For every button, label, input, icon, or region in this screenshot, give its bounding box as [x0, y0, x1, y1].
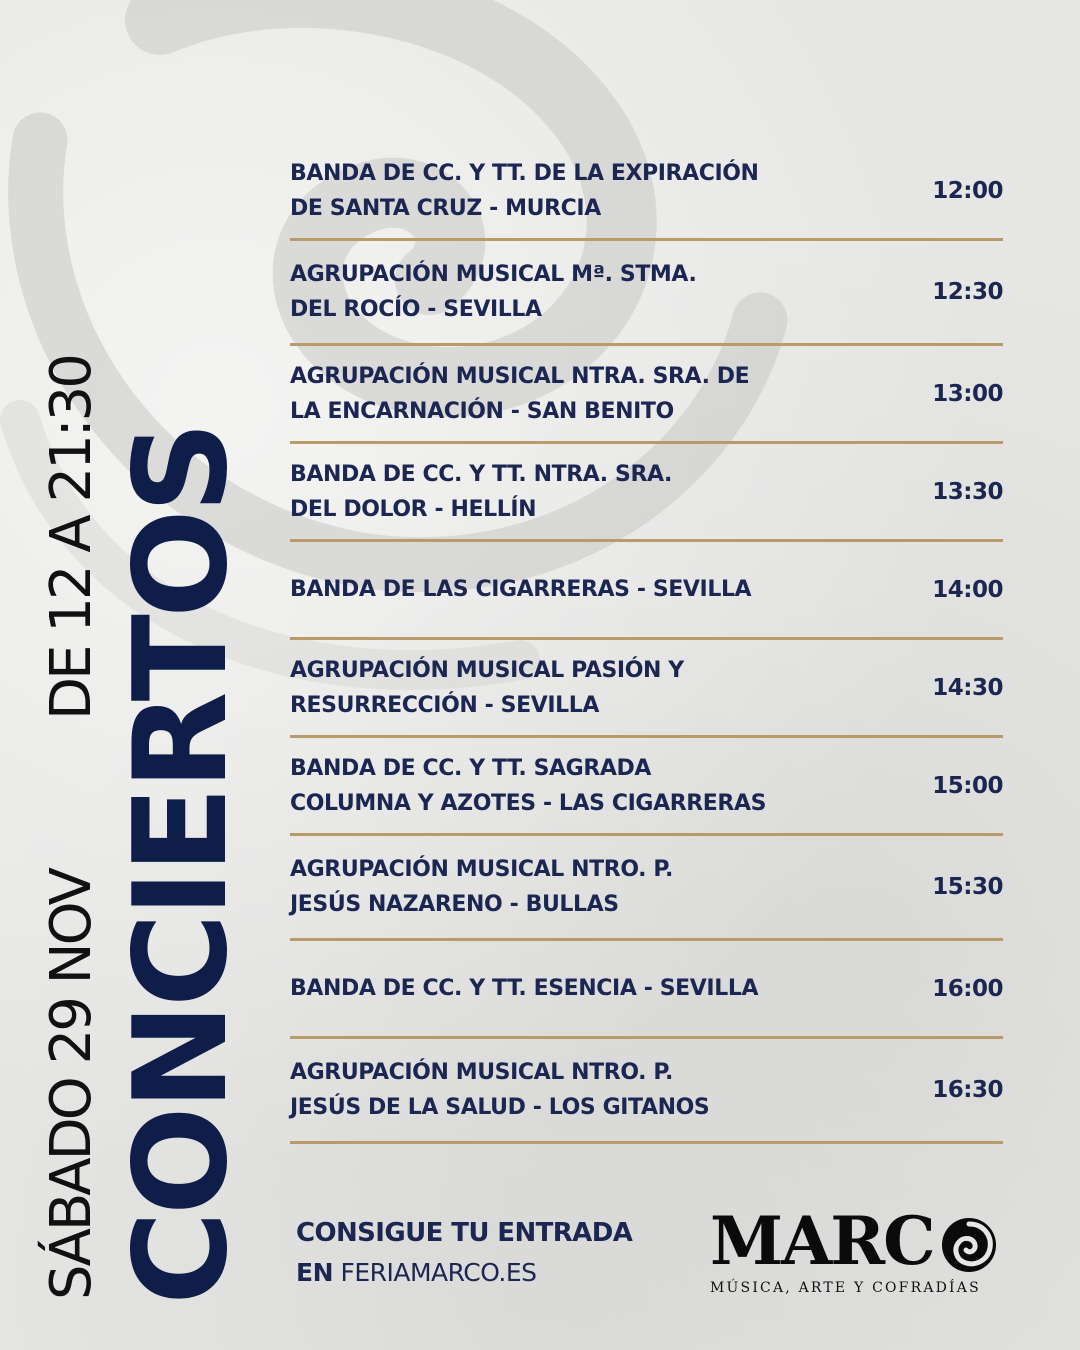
schedule-row — [290, 241, 1003, 346]
cta-website-link[interactable]: EN FERIAMARCO.ES — [296, 1258, 537, 1287]
schedule-row — [290, 738, 1003, 836]
schedule-row — [290, 143, 1003, 241]
ticket-call-to-action — [296, 1213, 632, 1293]
schedule-row — [290, 941, 1003, 1039]
band-name: AGRUPACIÓN MUSICAL PASIÓN Y RESURRECCIÓN - SEVILLA — [290, 657, 684, 718]
concert-time: 15:30 — [932, 874, 1003, 900]
schedule-row — [290, 836, 1003, 941]
band-name: BANDA DE CC. Y TT. SAGRADA COLUMNA Y AZOTES - LAS CIGARRERAS — [290, 755, 767, 816]
band-name: BANDA DE CC. Y TT. ESENCIA - SEVILLA — [290, 976, 759, 1001]
logo-tagline: MÚSICA, ARTE Y COFRADÍAS — [710, 1280, 981, 1296]
concert-time: 14:00 — [932, 576, 1003, 603]
concert-schedule — [290, 143, 1003, 1144]
band-name: BANDA DE LAS CIGARRERAS - SEVILLA — [290, 577, 752, 602]
schedule-row — [290, 1039, 1003, 1144]
page-title: CONCIERTOS — [107, 425, 256, 1305]
band-name: AGRUPACIÓN MUSICAL NTRO. P. JESÚS DE LA SALUD - LOS GITANOS — [290, 1060, 710, 1120]
event-day: SÁBADO 29 NOV — [39, 870, 104, 1300]
schedule-row — [290, 444, 1003, 542]
concert-time: 16:00 — [932, 975, 1003, 1002]
concert-time: 12:00 — [932, 177, 1003, 204]
schedule-row — [290, 640, 1003, 738]
event-date-vertical — [39, 356, 104, 1300]
schedule-row — [290, 542, 1003, 640]
concert-time: 13:00 — [932, 380, 1003, 407]
band-name: AGRUPACIÓN MUSICAL NTRO. P. JESÚS NAZARENO - BULLAS — [290, 857, 673, 917]
logo-wordmark: MARC — [710, 1202, 934, 1280]
band-name: BANDA DE CC. Y TT. DE LA EXPIRACIÓN DE SANTA CRUZ - MURCIA — [290, 160, 759, 221]
concert-time: 12:30 — [932, 279, 1003, 305]
marco-logo — [706, 1202, 1006, 1308]
concert-time: 16:30 — [932, 1077, 1003, 1103]
event-hours: DE 12 A 21:30 — [39, 356, 104, 721]
concert-time: 15:00 — [932, 772, 1003, 799]
band-name: AGRUPACIÓN MUSICAL Mª. STMA. DEL ROCÍO - SEVILLA — [290, 262, 697, 322]
band-name: BANDA DE CC. Y TT. NTRA. SRA. DEL DOLOR - HELLÍN — [290, 461, 672, 522]
cta-headline: CONSIGUE TU ENTRADA — [296, 1218, 633, 1248]
concert-time: 13:30 — [932, 478, 1003, 505]
concert-time: 14:30 — [932, 674, 1003, 701]
spiral-o-icon — [936, 1214, 1002, 1276]
band-name: AGRUPACIÓN MUSICAL NTRA. SRA. DE LA ENCARNACIÓN - SAN BENITO — [290, 363, 750, 424]
schedule-row — [290, 346, 1003, 444]
